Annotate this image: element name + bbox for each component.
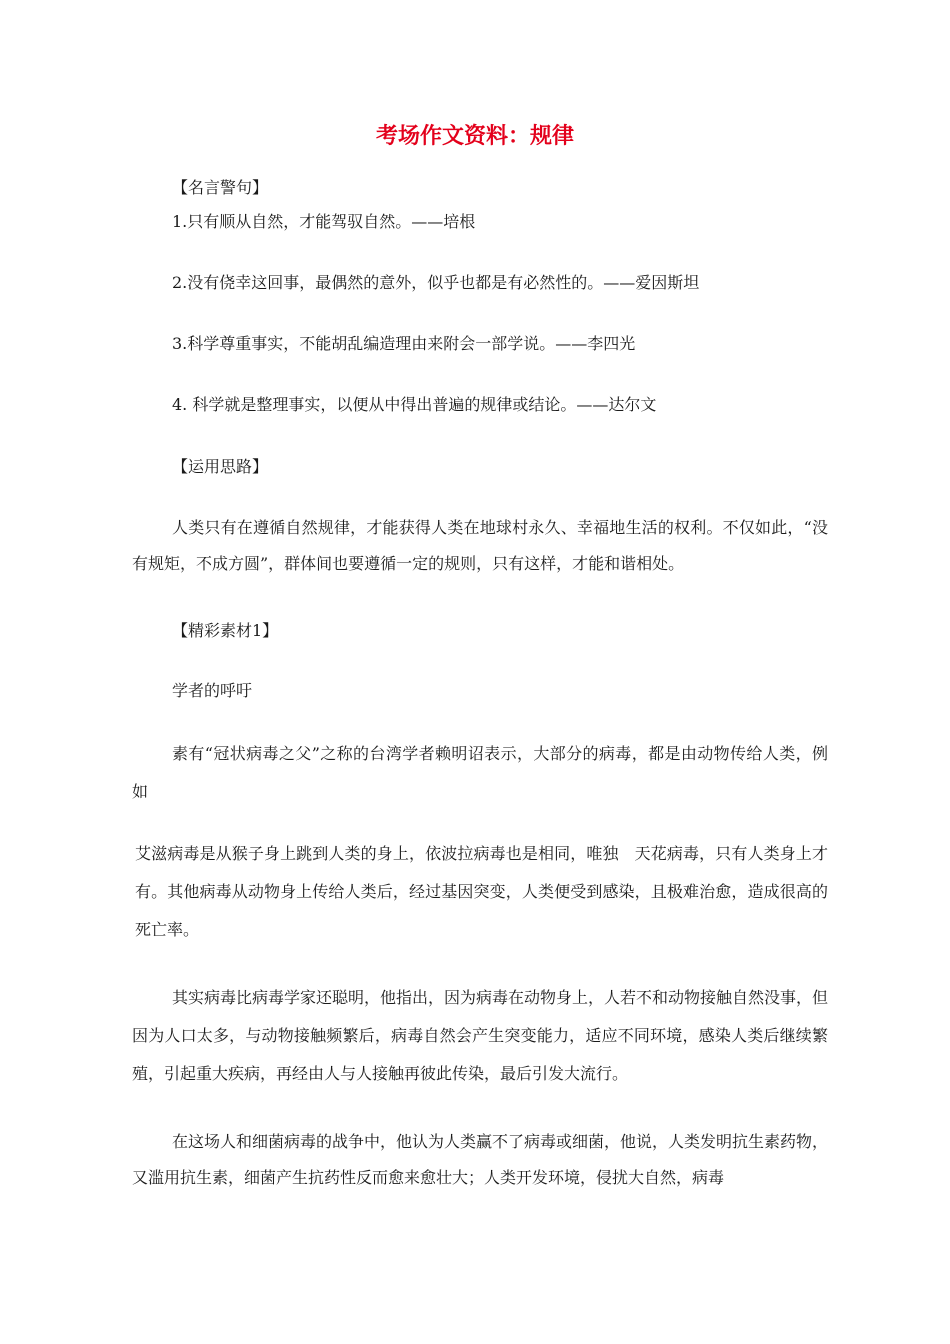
usage-paragraph: 人类只有在遵循自然规律，才能获得人类在地球村永久、幸福地生活的权利。不仅如此，“没有规矩，不成方圆”，群体间也要遵循一定的规则，只有这样，才能和谐相处。 xyxy=(132,518,828,573)
material-paragraph: 艾滋病毒是从猴子身上跳到人类的身上，依波拉病毒也是相同，唯独 天花病毒，只有人类身上才有。其他病毒从动物身上传给人类后，经过基因突变，人类便受到感染，且极难治愈，造成很高的死亡率。 xyxy=(135,844,828,939)
material-paragraph: 在这场人和细菌病毒的战争中，他认为人类赢不了病毒或细菌，他说，人类发明抗生素药物，又滥用抗生素，细菌产生抗药性反而愈来愈壮大；人类开发环境，侵扰大自然，病毒 xyxy=(132,1132,829,1187)
quote-item: 3.科学尊重事实，不能胡乱编造理由来附会一部学说。——李四光 xyxy=(172,334,636,353)
document-title: 考场作文资料：规律 xyxy=(375,124,574,149)
material-paragraph: 其实病毒比病毒学家还聪明，他指出，因为病毒在动物身上，人若不和动物接触自然没事，但因为人口太多，与动物接触频繁后，病毒自然会产生突变能力，适应不同环境，感染人类后继续繁殖，引起重大疾病，再经由人与人接触再彼此传染，最后引发大流行。 xyxy=(132,988,829,1083)
material-subtitle: 学者的呼吁 xyxy=(172,681,253,700)
quote-item: 4. 科学就是整理事实，以便从中得出普遍的规律或结论。——达尔文 xyxy=(172,395,657,414)
material-heading: 【精彩素材1】 xyxy=(172,621,279,640)
usage-heading: 【运用思路】 xyxy=(172,457,269,476)
material-paragraph: 素有“冠状病毒之父”之称的台湾学者赖明诏表示，大部分的病毒，都是由动物传给人类，例如 xyxy=(132,744,828,801)
quote-item: 1.只有顺从自然，才能驾驭自然。——培根 xyxy=(172,212,476,231)
quote-item: 2.没有侥幸这回事，最偶然的意外，似乎也都是有必然性的。——爱因斯坦 xyxy=(172,273,700,292)
quotes-heading: 【名言警句】 xyxy=(172,178,269,197)
